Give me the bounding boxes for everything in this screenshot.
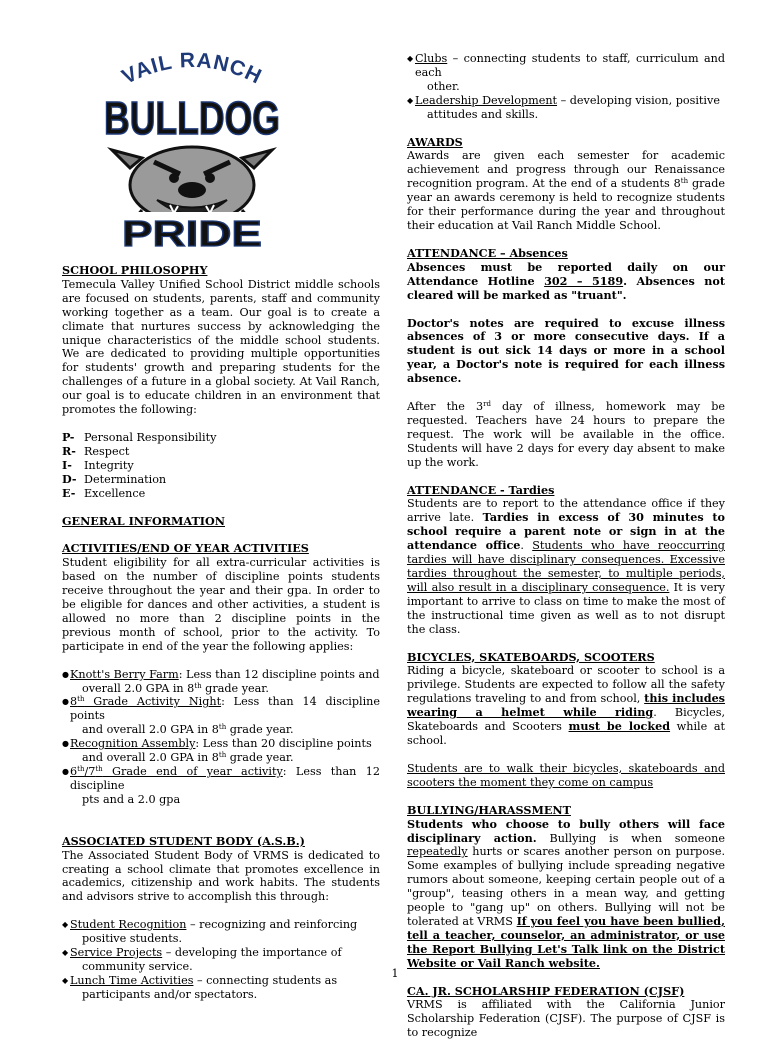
tardies-bold-text: Tardies in excess of 30 minutes to school require a parent note or sign in at the attendance office (407, 510, 725, 553)
asb-item-text: – connecting students as (193, 973, 338, 987)
bicycles-walk-notice: Students are to walk their bicycles, skateboards and scooters the moment they come on campus (407, 761, 725, 789)
bicycles-end-text: while at school. (407, 720, 725, 747)
bicycles-heading: BICYCLES, SKATEBOARDS, SCOOTERS (407, 649, 655, 664)
acronym-word: Respect (84, 444, 130, 458)
asb-item-name: Lunch Time Activities (70, 973, 194, 987)
logo-top-text: VAIL RANCH (118, 50, 266, 89)
bullet-icon: ● (62, 669, 69, 679)
right-column (407, 52, 725, 1040)
diamond-bullet-icon: ◆ (62, 975, 69, 985)
activity-item-continuation: pts and a 2.0 gpa (82, 792, 181, 806)
diamond-bullet-icon: ◆ (407, 95, 414, 105)
asb-item-name: Student Recognition (70, 918, 187, 932)
bullying-text: Bullying is when someone (536, 831, 725, 845)
activity-item-continuation: and overall 2.0 GPA in 8th grade year. (82, 751, 294, 765)
tardies-consequence-text: Students who have reoccurring tardies will have disciplinary consequences. Excessive tardies throughout the semester, to multiple periods, will also result in a disciplinary consequence. (407, 539, 725, 594)
acronym-letter: I- (62, 457, 72, 472)
club-item (407, 94, 725, 122)
school-logo (102, 50, 282, 250)
asb-item-continuation: participants and/or spectators. (82, 987, 258, 1001)
absences-heading: ATTENDANCE – Absences (407, 245, 568, 260)
tardies-text: Students are to report to the attendance office if they arrive late. (407, 497, 725, 525)
bullying-warning: Students who choose to bully others will face disciplinary action. (407, 816, 725, 845)
asb-item (62, 946, 380, 974)
asb-heading: ASSOCIATED STUDENT BODY (A.S.B.) (62, 833, 305, 848)
tardies-heading: ATTENDANCE - Tardies (407, 482, 555, 497)
club-item-text: – developing vision, positive (557, 93, 720, 107)
tardies-body (407, 497, 725, 636)
activity-item-name: Recognition Assembly (70, 737, 196, 751)
asb-item (62, 918, 380, 946)
acronym-letter: D- (62, 471, 77, 486)
acronym-word: Determination (84, 472, 167, 486)
tardies-end-text: It is very important to arrive to class on time to make the most of the instructional time given as well as to not disrupt the class. (407, 580, 725, 636)
bicycles-body (407, 664, 725, 747)
tardies-sep: . (520, 539, 533, 553)
logo-bottom-text: PRIDE (122, 213, 262, 250)
asb-item-text: – developing the importance of (162, 946, 342, 960)
acronym-word: Integrity (84, 458, 134, 472)
asb-item-text: – recognizing and reinforcing (186, 918, 358, 932)
activities-body: Student eligibility for all extra-curricular activities is based on the number of discipline points students receive throughout the year and their gpa. In order to be eligible for dances and other activities, a student is allowed no more than 2 discipline points in the previous month of school, prior to the activity. To participate in end of the year the following applies: (62, 556, 380, 653)
club-item-name: Clubs (415, 52, 448, 65)
activity-item-text: : Less than 12 discipline points and (178, 667, 380, 681)
bicycles-mid-text: . Bicycles, Skateboards and Scooters (407, 706, 726, 734)
page-number: 1 (391, 967, 399, 980)
bullying-body (407, 818, 725, 971)
bullying-heading: BULLYING/HARASSMENT (407, 802, 571, 817)
philosophy-body: Temecula Valley Unified School District middle schools are focused on students, parents, staff and community working together as a team. Our goal is to create a climate that nurtures success by acknowledging the unique characteristics of the middle school students. We are dedicated to providing multiple opportunities for students' growth and preparing students for the challenges of a future in a global society. At Vail Ranch, our goal is to educate children in an environment that promotes the following: (62, 277, 380, 417)
asb-body: The Associated Student Body of VRMS is dedicated to creating a school climate that promotes excellence in academics, citizenship and work habits. The students and advisors strive to accomplish this through: (62, 848, 380, 904)
acronym-letter: P- (62, 429, 75, 444)
activity-item (62, 668, 380, 696)
activity-item-text: : Less than 14 discipline points (70, 695, 380, 723)
cjsf-body: VRMS is affiliated with the California Junior Scholarship Federation (CJSF). The purpose of CJSF is to recognize (407, 998, 725, 1040)
bullet-icon: ● (62, 739, 69, 749)
activity-item (62, 695, 380, 737)
asb-item-continuation: positive students. (82, 932, 183, 946)
asb-item-continuation: community service. (82, 959, 193, 973)
club-item-continuation: other. (427, 79, 460, 93)
bullying-repeatedly: repeatedly (407, 845, 468, 859)
acronym-letter: E- (62, 485, 76, 500)
svg-text:VAIL RANCH (118, 50, 265, 89)
general-info-heading: GENERAL INFORMATION (62, 513, 225, 528)
bulldog-logo-graphic (102, 50, 282, 250)
bullying-report-instructions: If you feel you have been bullied, tell a teacher, counselor, an administrator, or use the Report Bullying Let's Talk link on the District Website or Vail Ranch website. (407, 913, 725, 970)
diamond-bullet-icon: ◆ (62, 920, 69, 930)
absences-notice-end: . Absences not cleared will be marked as "truant". (407, 273, 725, 302)
lock-requirement: must be locked (568, 719, 671, 734)
activity-item (62, 765, 380, 807)
activity-item (62, 737, 380, 765)
activity-item-continuation: and overall 2.0 GPA in 8th grade year. (82, 723, 294, 737)
club-item-text: – connecting students to staff, curriculum and each (415, 52, 725, 79)
philosophy-heading: SCHOOL PHILOSOPHY (62, 263, 208, 277)
awards-heading: AWARDS (407, 134, 463, 149)
activity-item-name: Knott's Berry Farm (70, 667, 179, 681)
cjsf-heading: CA. JR. SCHOLARSHIP FEDERATION (CJSF) (407, 983, 685, 998)
philosophy-acronym (62, 431, 380, 501)
absences-notice-text: Absences must be reported daily on our Attendance Hotline (407, 259, 725, 288)
activities-heading: ACTIVITIES/END OF YEAR ACTIVITIES (62, 541, 309, 556)
acronym-letter: R- (62, 443, 76, 458)
bullet-icon: ● (62, 697, 69, 707)
asb-item-name: Service Projects (70, 946, 163, 960)
diamond-bullet-icon: ◆ (62, 948, 69, 958)
activity-item-text: : Less than 12 discipline (70, 765, 380, 792)
activity-item-text: : Less than 20 discipline points (195, 737, 372, 751)
asb-item (62, 974, 380, 1002)
bulldog-icon (112, 147, 272, 223)
activity-item-name: 8th Grade Activity Night (70, 695, 222, 709)
logo-main-text: BULLDOG (104, 92, 280, 144)
club-item-continuation: attitudes and skills. (427, 107, 539, 121)
doctors-note-notice: Doctor's notes are required to excuse illness absences of 3 or more consecutive days. If a student is out sick 14 days or more in a school year, a Doctor's note is required for each illness absence. (407, 315, 725, 386)
bullying-examples-text: hurts or scares another person on purpose. Some examples of bullying include spreading negative rumors about someone, keeping certain people out of a "group", teasing others in a mean way, and getting people to "gang up" on others. Bullying will not be tolerated at VRMS (407, 845, 725, 928)
activity-item-name: 6th/7th Grade end of year activity (70, 765, 283, 778)
bullet-icon: ● (62, 767, 69, 776)
bicycles-text: Riding a bicycle, skateboard or scooter to school is a privilege. Students are expected to follow all the safety regulations traveling to and from school, (407, 664, 725, 706)
left-column (62, 264, 380, 1002)
absences-homework-body: After the 3rd day of illness, homework may be requested. Teachers have 24 hours to prepare the request. The work will be available in the office. Students will have 2 days for every day absent to make up the work. (407, 400, 726, 469)
club-item (407, 52, 725, 94)
club-item-name: Leadership Development (415, 93, 558, 107)
helmet-requirement: this includes wearing a helmet while riding (407, 691, 725, 720)
activity-item-continuation: overall 2.0 GPA in 8th grade year. (82, 681, 269, 695)
attendance-hotline-number: 302 – 5189 (544, 273, 624, 288)
awards-body: Awards are given each semester for academic achievement and progress through our Renaissance recognition program. At the end of a students 8th grade year an awards ceremony is held to recognize students for their performance during the year and throughout their education at Vail Ranch Middle School. (407, 149, 725, 232)
acronym-word: Excellence (84, 486, 146, 500)
diamond-bullet-icon: ◆ (407, 54, 414, 63)
acronym-word: Personal Responsibility (84, 430, 217, 444)
absences-hotline-notice (407, 261, 725, 303)
